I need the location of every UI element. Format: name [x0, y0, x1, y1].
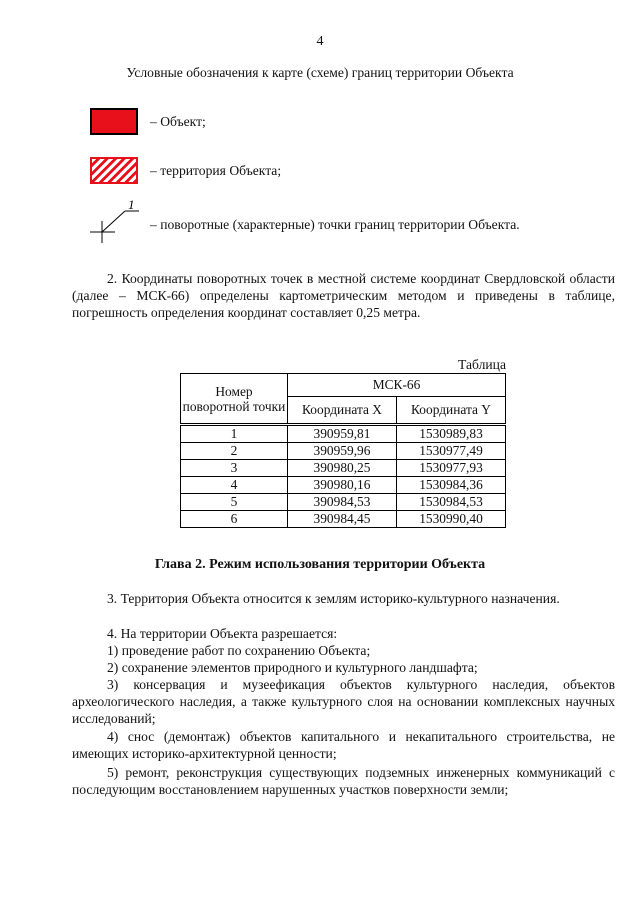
point-number: 4 [181, 477, 288, 494]
list-item: 2) сохранение элементов природного и культурного ландшафта; [107, 660, 478, 675]
coordinate-x: 390980,16 [288, 477, 397, 494]
list-item: 5) ремонт, реконструкция существующих подземных инженерных коммуникаций с последующим восстановлением нарушенных участков поверхности земли; [72, 765, 615, 798]
point-number: 5 [181, 494, 288, 511]
table-row [181, 477, 506, 494]
legend-label: – поворотные (характерные) точки границ территории Объекта. [150, 216, 520, 232]
table-row [181, 511, 506, 528]
point-number: 6 [181, 511, 288, 528]
coordinate-y: 1530984,36 [397, 477, 506, 494]
point-number: 3 [181, 460, 288, 477]
coordinate-y: 1530984,53 [397, 494, 506, 511]
header-coordinate-system: МСК-66 [288, 374, 506, 397]
coordinate-y: 1530977,49 [397, 443, 506, 460]
turning-point-number: 1 [128, 199, 135, 212]
turning-point-icon [85, 199, 143, 245]
coordinates-table [180, 373, 506, 528]
coordinate-y: 1530989,83 [397, 425, 506, 443]
chapter-title: Глава 2. Режим использования территории Объекта [154, 557, 486, 572]
solid-red-square-icon [90, 108, 138, 135]
list-item: 4) снос (демонтаж) объектов капитального и некапитального строительства, не имеющих историко-архитектурной ценности; [72, 729, 615, 762]
legend-title: Условные обозначения к карте (схеме) границ территории Объекта [126, 65, 514, 80]
legend-item-object [85, 108, 206, 135]
table-row [181, 425, 506, 443]
page-number: 4 [316, 34, 324, 49]
coordinate-x: 390980,25 [288, 460, 397, 477]
paragraph-3: 3. Территория Объекта относится к землям историко-культурного назначения. [107, 591, 560, 606]
paragraph-4: 4. На территории Объекта разрешается: [107, 626, 338, 641]
table-row [181, 443, 506, 460]
coordinate-y: 1530990,40 [397, 511, 506, 528]
table-caption: Таблица [458, 357, 506, 372]
coordinate-x: 390959,96 [288, 443, 397, 460]
list-item: 3) консервация и музеефикация объектов культурного наследия, объектов археологического наследия, а также культурного слоя на основании комплексных научных исследований; [72, 677, 615, 727]
point-number: 1 [181, 425, 288, 443]
legend-item-turning-points [85, 199, 520, 245]
point-number: 2 [181, 443, 288, 460]
list-item: 1) проведение работ по сохранению Объекта; [107, 643, 371, 658]
table-row [181, 460, 506, 477]
header-x: Координата X [288, 397, 397, 425]
coordinate-x: 390984,45 [288, 511, 397, 528]
header-point-number: Номер поворотной точки [181, 374, 288, 425]
header-y: Координата Y [397, 397, 506, 425]
coordinate-y: 1530977,93 [397, 460, 506, 477]
hatched-red-square-icon [90, 157, 138, 184]
paragraph-2: 2. Координаты поворотных точек в местной системе координат Свердловской области (далее – МСК-66) определены картометрическим методом и приведены в таблице, погрешность определения координат составляет 0,25 метра. [72, 271, 615, 321]
coordinate-x: 390984,53 [288, 494, 397, 511]
legend-label: – территория Объекта; [150, 163, 282, 178]
coordinate-x: 390959,81 [288, 425, 397, 443]
legend-item-territory [85, 157, 281, 184]
table-row [181, 494, 506, 511]
legend-label: – Объект; [150, 114, 206, 129]
